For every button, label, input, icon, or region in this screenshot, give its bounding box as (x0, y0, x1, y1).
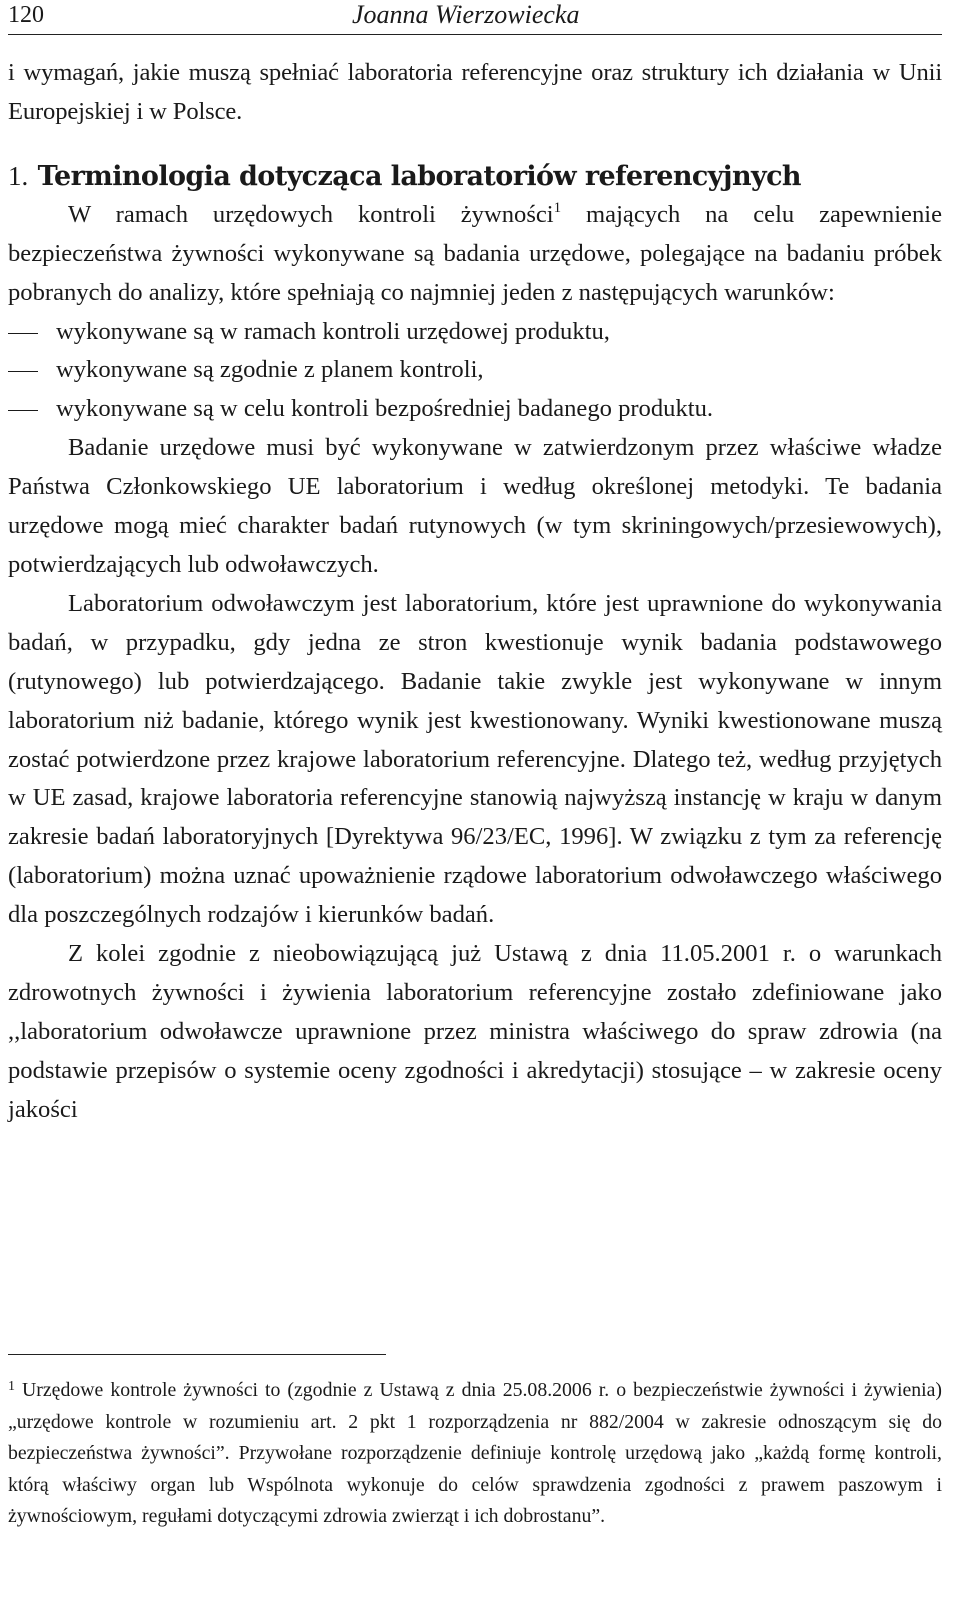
paragraph-text: W ramach urzędowych kontroli żywności (68, 200, 554, 228)
running-head-author: Joanna Wierzowiecka (352, 0, 580, 29)
list-item: wykonywane są w ramach kontroli urzędowej produktu, (8, 313, 942, 352)
footnote-text: Urzędowe kontrole żywności to (zgodnie z Ustawą z dnia 25.08.2006 r. o bezpieczeństwie żywności i żywienia) „urzędowe kontrole w rozumieniu art. 2 pkt 1 rozporządzenia nr 882/2004 w zakresie odnoszącym się do bezpieczeństwa żywności”. Przywołane rozporządzenie definiuje kontrolę urzędową jako „każdą formę kontroli, którą właściwy organ lub Wspólnota wykonuje do celów sprawdzenia zgodności z prawem paszowym i żywnościowym, regułami dotyczącymi zdrowia zwierząt i ich dobrostanu”. (8, 1379, 942, 1528)
page-header (8, 0, 942, 35)
conditions-list (8, 313, 942, 430)
document-page (8, 0, 942, 1528)
section-number: 1. (8, 160, 29, 191)
footnote-number: 1 (8, 1379, 15, 1394)
list-item: wykonywane są w celu kontroli bezpośredniej badanego produktu. (8, 390, 942, 429)
footnote-reference: 1 (553, 199, 562, 216)
footnotes (8, 1375, 942, 1533)
paragraph-official-tests (8, 196, 942, 313)
paragraph-reference-laboratory-definition: Z kolei zgodnie z nieobowiązującą już Ustawą z dnia 11.05.2001 r. o warunkach zdrowotnych żywności i żywienia laboratorium referencyjne zostało zdefiniowane jako ,,laboratorium odwoławcze uprawnione przez ministra właściwego do spraw zdrowia (na podstawie przepisów o systemie oceny zgodności i akredytacji) stosujące – w zakresie oceny jakości (8, 940, 942, 1123)
page-number: 120 (8, 2, 44, 28)
body-text (8, 54, 942, 1130)
footnote-separator (8, 1354, 386, 1355)
intro-continuation: i wymagań, jakie muszą spełniać laboratoria referencyjne oraz struktury ich działania w Unii Europejskiej i w Polsce. (8, 59, 942, 125)
section-title: Terminologia dotycząca laboratoriów referencyjnych (37, 160, 801, 192)
paragraph-official-test-lab: Badanie urzędowe musi być wykonywane w zatwierdzonym przez właściwe władze Państwa Członkowskiego UE laboratorium i według określonej metodyki. Te badania urzędowe mogą mieć charakter badań rutynowych (w tym skriningowych/przesiewowych), potwierdzających lub odwoławczych. (8, 434, 942, 578)
paragraph-text: mających na celu zapewnienie bezpieczeństwa żywności wykonywane są badania urzędowe, polegające na badaniu próbek pobranych do analizy, które spełniają co najmniej jeden z następujących warunków: (8, 200, 942, 306)
footnote-1 (8, 1375, 942, 1533)
paragraph-appeal-laboratory: Laboratorium odwoławczym jest laboratorium, które jest uprawnione do wykonywania badań, w przypadku, gdy jedna ze stron kwestionuje wynik badania podstawowego (rutynowego) lub potwierdzającego. Badanie takie zwykle jest wykonywane w innym laboratorium niż badanie, którego wynik jest kwestionowany. Wyniki kwestionowane muszą zostać potwierdzone przez krajowe laboratorium referencyjne. Dlatego też, według przyjętych w UE zasad, krajowe laboratoria referencyjne stanowią najwyższą instancję w kraju w danym zakresie badań laboratoryjnych [Dyrektywa 96/23/EC, 1996]. W związku z tym za referencję (laboratorium) można uznać upoważnienie rządowe laboratorium odwoławczego właściwego dla poszczególnych rodzajów i kierunków badań. (8, 589, 942, 929)
section-heading (8, 157, 942, 196)
list-item: wykonywane są zgodnie z planem kontroli, (8, 351, 942, 390)
